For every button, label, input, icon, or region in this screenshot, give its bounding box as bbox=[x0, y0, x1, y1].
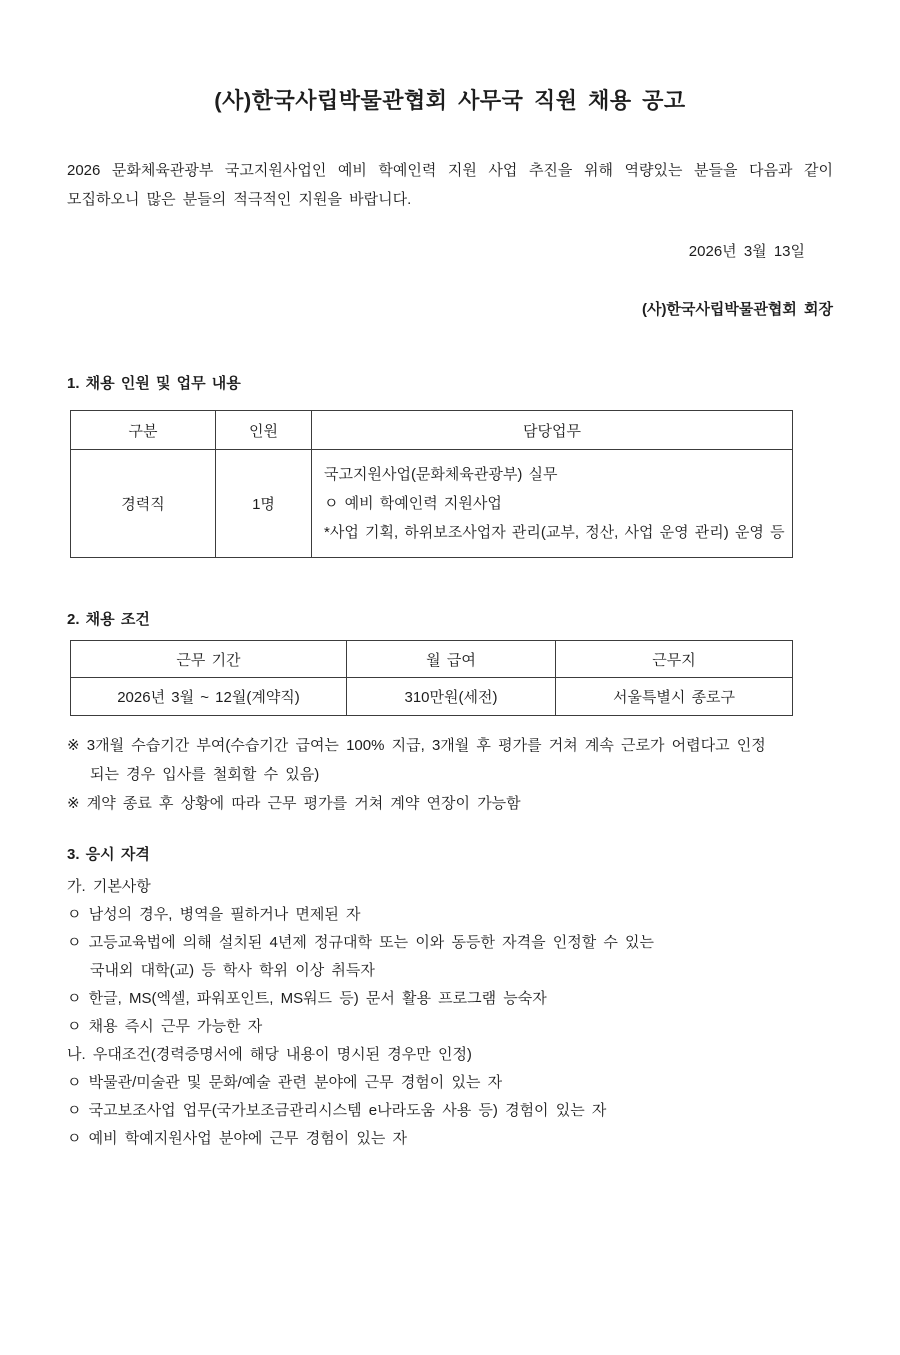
section3-heading: 3. 응시 자격 bbox=[67, 846, 150, 863]
note-line: 되는 경우 입사를 철회할 수 있음) bbox=[90, 766, 320, 783]
note-line: ※ 3개월 수습기간 부여(수습기간 급여는 100% 지급, 3개월 후 평가를 거쳐 계속 근로가 어렵다고 인정 bbox=[67, 737, 766, 754]
cell-location: 서울특별시 종로구 bbox=[556, 678, 793, 716]
document-title: (사)한국사립박물관협회 사무국 직원 채용 공고 bbox=[214, 88, 686, 113]
intro-paragraph bbox=[67, 156, 833, 214]
conditions-notes bbox=[67, 731, 833, 818]
recruitment-table bbox=[70, 410, 793, 558]
header-category: 구분 bbox=[71, 411, 216, 450]
qualification-subheading: 나. 우대조건(경력증명서에 해당 내용이 명시된 경우만 인정) bbox=[67, 1046, 472, 1063]
conditions-table bbox=[70, 640, 793, 716]
qualification-item: ㅇ 남성의 경우, 병역을 필하거나 면제된 자 bbox=[67, 906, 361, 923]
cell-period: 2026년 3월 ~ 12월(계약직) bbox=[71, 678, 347, 716]
qualification-item: ㅇ 박물관/미술관 및 문화/예술 관련 분야에 근무 경험이 있는 자 bbox=[67, 1074, 503, 1091]
section1-heading: 1. 채용 인원 및 업무 내용 bbox=[67, 375, 241, 392]
qualification-item: ㅇ 한글, MS(엑셀, 파워포인트, MS워드 등) 문서 활용 프로그램 능숙자 bbox=[67, 990, 547, 1007]
header-duties: 담당업무 bbox=[312, 411, 793, 450]
qualification-item-continuation: 국내외 대학(교) 등 학사 학위 이상 취득자 bbox=[90, 962, 375, 979]
cell-duties bbox=[312, 450, 793, 558]
recruitment-table-header-row bbox=[71, 411, 793, 450]
header-count: 인원 bbox=[216, 411, 312, 450]
document-page bbox=[0, 86, 900, 1355]
qualification-item: ㅇ 예비 학예지원사업 분야에 근무 경험이 있는 자 bbox=[67, 1130, 407, 1147]
qualification-item: ㅇ 국고보조사업 업무(국가보조금관리시스템 e나라도움 사용 등) 경험이 있는 자 bbox=[67, 1102, 607, 1119]
document-signature: (사)한국사립박물관협회 회장 bbox=[641, 301, 833, 318]
qualifications-list bbox=[67, 873, 833, 1153]
intro-line-1: 2026 문화체육관광부 국고지원사업인 예비 학예인력 지원 사업 추진을 위해 역량있는 분들을 다음과 같이 bbox=[67, 162, 833, 179]
header-period: 근무 기간 bbox=[71, 641, 347, 678]
conditions-table-header-row bbox=[71, 641, 793, 678]
table-row bbox=[71, 450, 793, 558]
cell-count: 1명 bbox=[216, 450, 312, 558]
header-salary: 월 급여 bbox=[347, 641, 556, 678]
section2-heading: 2. 채용 조건 bbox=[67, 611, 150, 628]
duty-line-3: *사업 기획, 하위보조사업자 관리(교부, 정산, 사업 운영 관리) 운영 등 bbox=[324, 524, 785, 541]
header-location: 근무지 bbox=[556, 641, 793, 678]
qualification-subheading: 가. 기본사항 bbox=[67, 878, 151, 895]
document-date: 2026년 3월 13일 bbox=[688, 243, 805, 260]
table-row bbox=[71, 678, 793, 716]
duty-line-2: ㅇ 예비 학예인력 지원사업 bbox=[324, 495, 502, 512]
qualification-item: ㅇ 채용 즉시 근무 가능한 자 bbox=[67, 1018, 263, 1035]
intro-line-2: 모집하오니 많은 분들의 적극적인 지원을 바랍니다. bbox=[67, 191, 412, 208]
note-line: ※ 계약 종료 후 상황에 따라 근무 평가를 거쳐 계약 연장이 가능함 bbox=[67, 795, 521, 812]
cell-salary: 310만원(세전) bbox=[347, 678, 556, 716]
cell-category: 경력직 bbox=[71, 450, 216, 558]
duty-line-1: 국고지원사업(문화체육관광부) 실무 bbox=[324, 466, 558, 483]
qualification-item: ㅇ 고등교육법에 의해 설치된 4년제 정규대학 또는 이와 동등한 자격을 인정할 수 있는 bbox=[67, 934, 655, 951]
